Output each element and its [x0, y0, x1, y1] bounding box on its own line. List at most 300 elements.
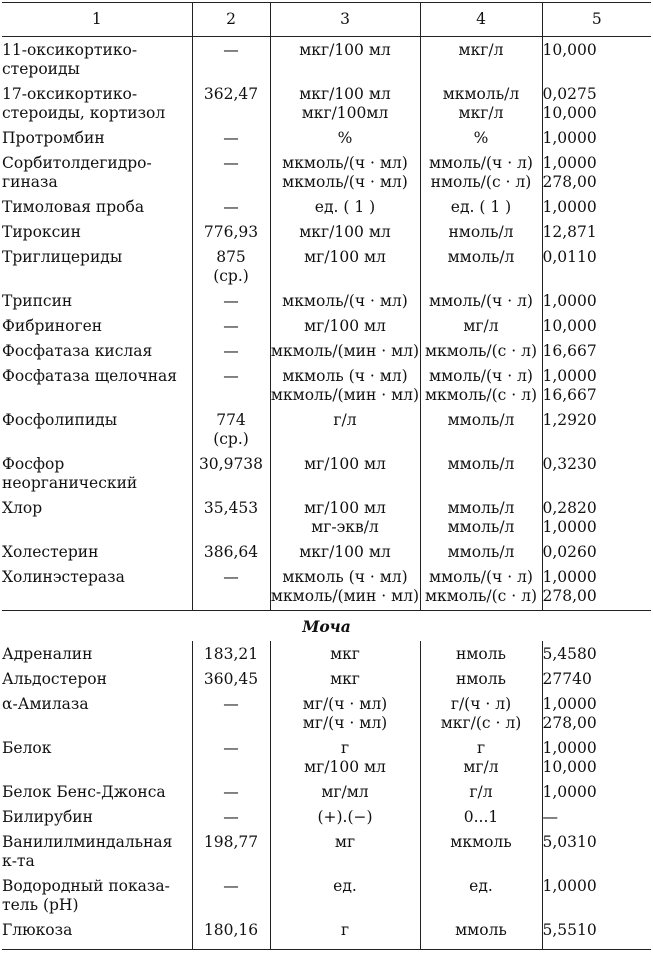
- table-row: [2, 221, 651, 246]
- cell-line: 10,000: [542, 104, 597, 122]
- cell-factor: [542, 497, 651, 541]
- cell-line: 0,2820: [542, 499, 597, 517]
- table-row: [2, 668, 651, 693]
- cell-line: Водородный показа-: [2, 877, 170, 895]
- cell-molecular-weight: [192, 37, 270, 84]
- cell-line: Белок Бенс-Джонса: [2, 783, 166, 801]
- cell-line: 17-оксикортико-: [2, 85, 138, 103]
- cell-indicator: [2, 315, 192, 340]
- cell-line: —: [223, 568, 239, 586]
- cell-unit-si: [420, 668, 542, 693]
- cell-line: —: [223, 154, 239, 172]
- cell-line: нмоль: [455, 670, 506, 688]
- cell-factor: [542, 290, 651, 315]
- cell-factor: [542, 781, 651, 806]
- cell-unit-old: [270, 737, 420, 781]
- cell-unit-si: [420, 737, 542, 781]
- cell-line: %: [473, 129, 489, 147]
- cell-line: Билирубин: [2, 808, 93, 826]
- cell-line: г/(ч · л): [450, 695, 512, 713]
- cell-unit-si: [420, 693, 542, 737]
- cell-unit-old: [270, 37, 420, 84]
- cell-line: 180,16: [203, 921, 259, 939]
- cell-unit-si: [420, 541, 542, 566]
- cell-indicator: [2, 246, 192, 290]
- table-row: [2, 365, 651, 409]
- cell-line: 12,871: [542, 223, 597, 241]
- cell-line: мкмоль/(мин · мл): [270, 342, 420, 360]
- table-row: [2, 875, 651, 919]
- cell-line: мг-экв/л: [311, 518, 379, 536]
- cell-molecular-weight: [192, 737, 270, 781]
- cell-line: мкг/л: [458, 41, 504, 59]
- cell-unit-si: [420, 246, 542, 290]
- cell-unit-old: [270, 831, 420, 875]
- cell-factor: [542, 668, 651, 693]
- cell-unit-old: [270, 409, 420, 453]
- table-row: [2, 919, 651, 949]
- cell-line: 0...1: [463, 808, 499, 826]
- cell-indicator: [2, 497, 192, 541]
- cell-molecular-weight: [192, 875, 270, 919]
- cell-unit-old: [270, 806, 420, 831]
- cell-molecular-weight: [192, 693, 270, 737]
- cell-unit-old: [270, 875, 420, 919]
- cell-line: мкмоль (ч · мл): [282, 568, 408, 586]
- cell-line: 360,45: [203, 670, 259, 688]
- cell-line: мкг/л: [458, 104, 504, 122]
- cell-line: 198,77: [203, 833, 259, 851]
- cell-line: Глюкоза: [2, 921, 73, 939]
- cell-molecular-weight: [192, 541, 270, 566]
- header-col-4: 4: [420, 3, 542, 37]
- cell-unit-si: [420, 566, 542, 611]
- cell-line: нмоль: [455, 645, 506, 663]
- cell-line: мг/100 мл: [304, 317, 386, 335]
- cell-line: (ср.): [213, 267, 249, 285]
- cell-factor: [542, 919, 651, 949]
- cell-unit-si: [420, 37, 542, 84]
- cell-line: Фибриноген: [2, 317, 103, 335]
- cell-line: 776,93: [203, 223, 259, 241]
- cell-line: мкмоль/л: [442, 85, 520, 103]
- header-col-1: 1: [2, 3, 192, 37]
- cell-line: ммоль/л: [447, 499, 515, 517]
- table-row: [2, 127, 651, 152]
- cell-unit-old: [270, 641, 420, 668]
- table-row: [2, 315, 651, 340]
- cell-line: нмоль/л: [448, 223, 514, 241]
- cell-unit-old: [270, 453, 420, 497]
- urine-section-rows: [2, 641, 651, 949]
- cell-unit-si: [420, 875, 542, 919]
- cell-unit-old: [270, 83, 420, 127]
- cell-line: мкмоль/(с · л): [424, 587, 538, 605]
- cell-line: —: [223, 292, 239, 310]
- cell-line: 0,0110: [542, 248, 597, 266]
- cell-line: мкг/100 мл: [299, 41, 391, 59]
- cell-factor: [542, 246, 651, 290]
- cell-line: г/л: [333, 411, 357, 429]
- table-row: [2, 453, 651, 497]
- cell-factor: [542, 875, 651, 919]
- cell-line: мг/мл: [321, 783, 369, 801]
- cell-line: мкмоль/(мин · мл): [270, 587, 420, 605]
- blood-section-rows: [2, 37, 651, 611]
- cell-line: Фосфатаза кислая: [2, 342, 153, 360]
- cell-line: Тироксин: [2, 223, 81, 241]
- cell-molecular-weight: [192, 246, 270, 290]
- table-row: [2, 196, 651, 221]
- cell-line: —: [223, 198, 239, 216]
- cell-line: неорганический: [2, 474, 138, 492]
- cell-unit-old: [270, 152, 420, 196]
- cell-indicator: [2, 152, 192, 196]
- cell-indicator: [2, 340, 192, 365]
- cell-unit-si: [420, 365, 542, 409]
- cell-line: 278,00: [542, 714, 597, 732]
- table-row: [2, 566, 651, 611]
- cell-line: стероиды: [2, 60, 80, 78]
- cell-line: ед.: [469, 877, 493, 895]
- cell-factor: [542, 196, 651, 221]
- cell-unit-old: [270, 196, 420, 221]
- cell-line: 1,0000: [542, 154, 597, 172]
- cell-unit-old: [270, 290, 420, 315]
- cell-line: 1,0000: [542, 129, 597, 147]
- cell-unit-si: [420, 152, 542, 196]
- cell-line: 0,3230: [542, 455, 597, 473]
- cell-line: —: [223, 129, 239, 147]
- cell-line: Фосфолипиды: [2, 411, 118, 429]
- cell-factor: [542, 340, 651, 365]
- cell-factor: [542, 806, 651, 831]
- cell-molecular-weight: [192, 221, 270, 246]
- cell-line: Фосфор: [2, 455, 65, 473]
- table-row: [2, 737, 651, 781]
- cell-unit-old: [270, 693, 420, 737]
- cell-molecular-weight: [192, 668, 270, 693]
- cell-unit-si: [420, 83, 542, 127]
- cell-line: 10,000: [542, 317, 597, 335]
- cell-unit-si: [420, 315, 542, 340]
- cell-line: Ванилилминдальная: [2, 833, 173, 851]
- cell-line: мкмоль/(мин · мл): [270, 386, 420, 404]
- cell-factor: [542, 365, 651, 409]
- cell-line: мг/100 мл: [304, 758, 386, 776]
- cell-indicator: [2, 781, 192, 806]
- cell-unit-old: [270, 919, 420, 949]
- table-row: [2, 152, 651, 196]
- cell-line: г/л: [469, 783, 493, 801]
- cell-line: Хлор: [2, 499, 43, 517]
- cell-line: мг/100 мл: [304, 499, 386, 517]
- cell-line: мкг: [330, 670, 360, 688]
- cell-line: ммоль/л: [447, 518, 515, 536]
- cell-line: мкмоль/(ч · мл): [282, 292, 408, 310]
- cell-factor: [542, 37, 651, 84]
- cell-line: 1,0000: [542, 568, 597, 586]
- header-col-5: 5: [542, 3, 651, 37]
- cell-line: 0,0260: [542, 543, 597, 561]
- cell-line: 1,0000: [542, 695, 597, 713]
- cell-line: мкг/100мл: [301, 104, 389, 122]
- cell-indicator: [2, 83, 192, 127]
- table-row: [2, 290, 651, 315]
- cell-line: 183,21: [203, 645, 259, 663]
- cell-line: Сорбитолдегидро-: [2, 154, 152, 172]
- cell-indicator: [2, 693, 192, 737]
- cell-line: 10,000: [542, 758, 597, 776]
- cell-line: ммоль/л: [447, 543, 515, 561]
- cell-line: Холинэстераза: [2, 568, 125, 586]
- cell-unit-old: [270, 497, 420, 541]
- cell-molecular-weight: [192, 152, 270, 196]
- cell-line: 16,667: [542, 342, 597, 360]
- table-row: [2, 497, 651, 541]
- cell-line: 774: [216, 411, 246, 429]
- cell-line: 875: [216, 248, 246, 266]
- cell-line: ммоль/(ч · л): [429, 568, 533, 586]
- cell-line: ммоль/(ч · л): [429, 367, 533, 385]
- cell-line: —: [223, 317, 239, 335]
- cell-indicator: [2, 290, 192, 315]
- cell-line: мкг/100 мл: [299, 85, 391, 103]
- table-row: [2, 37, 651, 84]
- cell-line: мг/(ч · мл): [302, 695, 388, 713]
- cell-unit-si: [420, 453, 542, 497]
- cell-line: мкмоль: [450, 833, 512, 851]
- cell-factor: [542, 221, 651, 246]
- cell-line: 1,0000: [542, 518, 597, 536]
- cell-factor: [542, 315, 651, 340]
- cell-line: мкг/(с · л): [440, 714, 522, 732]
- cell-unit-old: [270, 365, 420, 409]
- cell-line: —: [223, 41, 239, 59]
- cell-indicator: [2, 806, 192, 831]
- cell-line: мкг/100 мл: [299, 223, 391, 241]
- cell-molecular-weight: [192, 127, 270, 152]
- cell-line: Триглицериды: [2, 248, 123, 266]
- cell-line: —: [223, 739, 239, 757]
- cell-line: —: [223, 783, 239, 801]
- cell-line: мкг/100 мл: [299, 543, 391, 561]
- cell-unit-si: [420, 831, 542, 875]
- cell-line: —: [223, 808, 239, 826]
- cell-factor: [542, 83, 651, 127]
- cell-molecular-weight: [192, 566, 270, 611]
- cell-line: —: [223, 367, 239, 385]
- section-title: Моча: [2, 611, 651, 642]
- cell-line: 1,0000: [542, 367, 597, 385]
- cell-indicator: [2, 875, 192, 919]
- cell-line: ед. ( 1 ): [314, 198, 376, 216]
- header-col-2: 2: [192, 3, 270, 37]
- cell-unit-old: [270, 127, 420, 152]
- cell-line: 362,47: [203, 85, 259, 103]
- cell-line: нмоль/(с · л): [430, 173, 532, 191]
- cell-line: Фосфатаза щелочная: [2, 367, 178, 385]
- cell-molecular-weight: [192, 781, 270, 806]
- cell-unit-si: [420, 340, 542, 365]
- cell-molecular-weight: [192, 290, 270, 315]
- cell-line: —: [223, 695, 239, 713]
- table-row: [2, 831, 651, 875]
- cell-line: тель (pH): [2, 896, 79, 914]
- cell-line: (+).(−): [317, 808, 373, 826]
- cell-unit-si: [420, 919, 542, 949]
- cell-indicator: [2, 668, 192, 693]
- cell-unit-si: [420, 806, 542, 831]
- table-row: [2, 541, 651, 566]
- table-row: [2, 806, 651, 831]
- table-row: [2, 693, 651, 737]
- cell-line: 1,0000: [542, 739, 597, 757]
- cell-indicator: [2, 919, 192, 949]
- cell-line: 35,453: [203, 499, 259, 517]
- section-row: [2, 611, 651, 642]
- cell-line: %: [337, 129, 353, 147]
- cell-line: мкмоль/(с · л): [424, 342, 538, 360]
- cell-molecular-weight: [192, 453, 270, 497]
- cell-indicator: [2, 409, 192, 453]
- cell-molecular-weight: [192, 315, 270, 340]
- cell-line: α-Амилаза: [2, 695, 89, 713]
- cell-indicator: [2, 831, 192, 875]
- cell-line: ммоль/(ч · л): [429, 154, 533, 172]
- cell-molecular-weight: [192, 83, 270, 127]
- cell-unit-old: [270, 566, 420, 611]
- cell-indicator: [2, 365, 192, 409]
- header-row: [2, 3, 651, 37]
- cell-unit-old: [270, 781, 420, 806]
- cell-line: Тимоловая проба: [2, 198, 145, 216]
- cell-line: ммоль/л: [447, 248, 515, 266]
- cell-molecular-weight: [192, 497, 270, 541]
- cell-line: мкмоль/(с · л): [424, 386, 538, 404]
- cell-line: г: [476, 739, 486, 757]
- cell-line: Протромбин: [2, 129, 105, 147]
- cell-line: 0,0275: [542, 85, 597, 103]
- cell-indicator: [2, 566, 192, 611]
- cell-line: ед. ( 1 ): [450, 198, 512, 216]
- cell-unit-si: [420, 497, 542, 541]
- cell-indicator: [2, 196, 192, 221]
- cell-factor: [542, 152, 651, 196]
- cell-line: 11-оксикортико-: [2, 41, 138, 59]
- cell-indicator: [2, 221, 192, 246]
- cell-line: (ср.): [213, 430, 249, 448]
- cell-molecular-weight: [192, 409, 270, 453]
- cell-line: ммоль/(ч · л): [429, 292, 533, 310]
- table-row: [2, 781, 651, 806]
- cell-unit-si: [420, 221, 542, 246]
- cell-line: ммоль: [455, 921, 507, 939]
- cell-line: Трипсин: [2, 292, 73, 310]
- cell-factor: [542, 453, 651, 497]
- cell-line: Альдостерон: [2, 670, 107, 688]
- cell-molecular-weight: [192, 641, 270, 668]
- cell-line: 5,0310: [542, 833, 597, 851]
- cell-line: 1,2920: [542, 411, 597, 429]
- cell-molecular-weight: [192, 196, 270, 221]
- cell-line: 10,000: [542, 41, 597, 59]
- cell-unit-old: [270, 246, 420, 290]
- cell-line: 1,0000: [542, 292, 597, 310]
- cell-unit-si: [420, 290, 542, 315]
- cell-molecular-weight: [192, 365, 270, 409]
- table-row: [2, 83, 651, 127]
- cell-indicator: [2, 641, 192, 668]
- table-row: [2, 409, 651, 453]
- cell-factor: [542, 541, 651, 566]
- cell-unit-si: [420, 781, 542, 806]
- cell-line: стероиды, кортизол: [2, 104, 166, 122]
- cell-unit-si: [420, 641, 542, 668]
- cell-line: мг/(ч · мл): [302, 714, 388, 732]
- cell-line: 5,5510: [542, 921, 597, 939]
- cell-line: —: [223, 342, 239, 360]
- cell-line: 1,0000: [542, 198, 597, 216]
- cell-line: 30,9738: [198, 455, 264, 473]
- cell-line: мкмоль (ч · мл): [282, 367, 408, 385]
- cell-line: 1,0000: [542, 783, 597, 801]
- cell-line: 5,4580: [542, 645, 597, 663]
- cell-line: —: [223, 877, 239, 895]
- cell-unit-old: [270, 541, 420, 566]
- cell-indicator: [2, 127, 192, 152]
- cell-factor: [542, 409, 651, 453]
- cell-factor: [542, 566, 651, 611]
- cell-line: 278,00: [542, 587, 597, 605]
- cell-line: мкмоль/(ч · мл): [282, 154, 408, 172]
- cell-line: Белок: [2, 739, 52, 757]
- cell-line: Холестерин: [2, 543, 99, 561]
- cell-unit-si: [420, 409, 542, 453]
- cell-line: 1,0000: [542, 877, 597, 895]
- cell-line: 386,64: [203, 543, 259, 561]
- cell-line: 16,667: [542, 386, 597, 404]
- table-row: [2, 340, 651, 365]
- cell-molecular-weight: [192, 919, 270, 949]
- header-col-3: 3: [270, 3, 420, 37]
- cell-line: —: [542, 808, 558, 826]
- cell-line: Адреналин: [2, 645, 93, 663]
- cell-unit-old: [270, 340, 420, 365]
- table-row: [2, 641, 651, 668]
- cell-unit-old: [270, 668, 420, 693]
- cell-molecular-weight: [192, 340, 270, 365]
- cell-unit-si: [420, 196, 542, 221]
- cell-factor: [542, 693, 651, 737]
- table-row: [2, 246, 651, 290]
- cell-line: ммоль/л: [447, 455, 515, 473]
- units-conversion-table: [2, 2, 651, 950]
- cell-unit-si: [420, 127, 542, 152]
- cell-line: к-та: [2, 852, 35, 870]
- cell-line: мг/л: [463, 317, 499, 335]
- cell-line: 27740: [542, 670, 592, 688]
- cell-line: г: [340, 921, 350, 939]
- cell-line: мг/л: [463, 758, 499, 776]
- cell-indicator: [2, 737, 192, 781]
- table-header: [2, 3, 651, 37]
- cell-unit-old: [270, 221, 420, 246]
- cell-unit-old: [270, 315, 420, 340]
- cell-line: мкмоль/(ч · мл): [282, 173, 408, 191]
- cell-factor: [542, 641, 651, 668]
- cell-indicator: [2, 37, 192, 84]
